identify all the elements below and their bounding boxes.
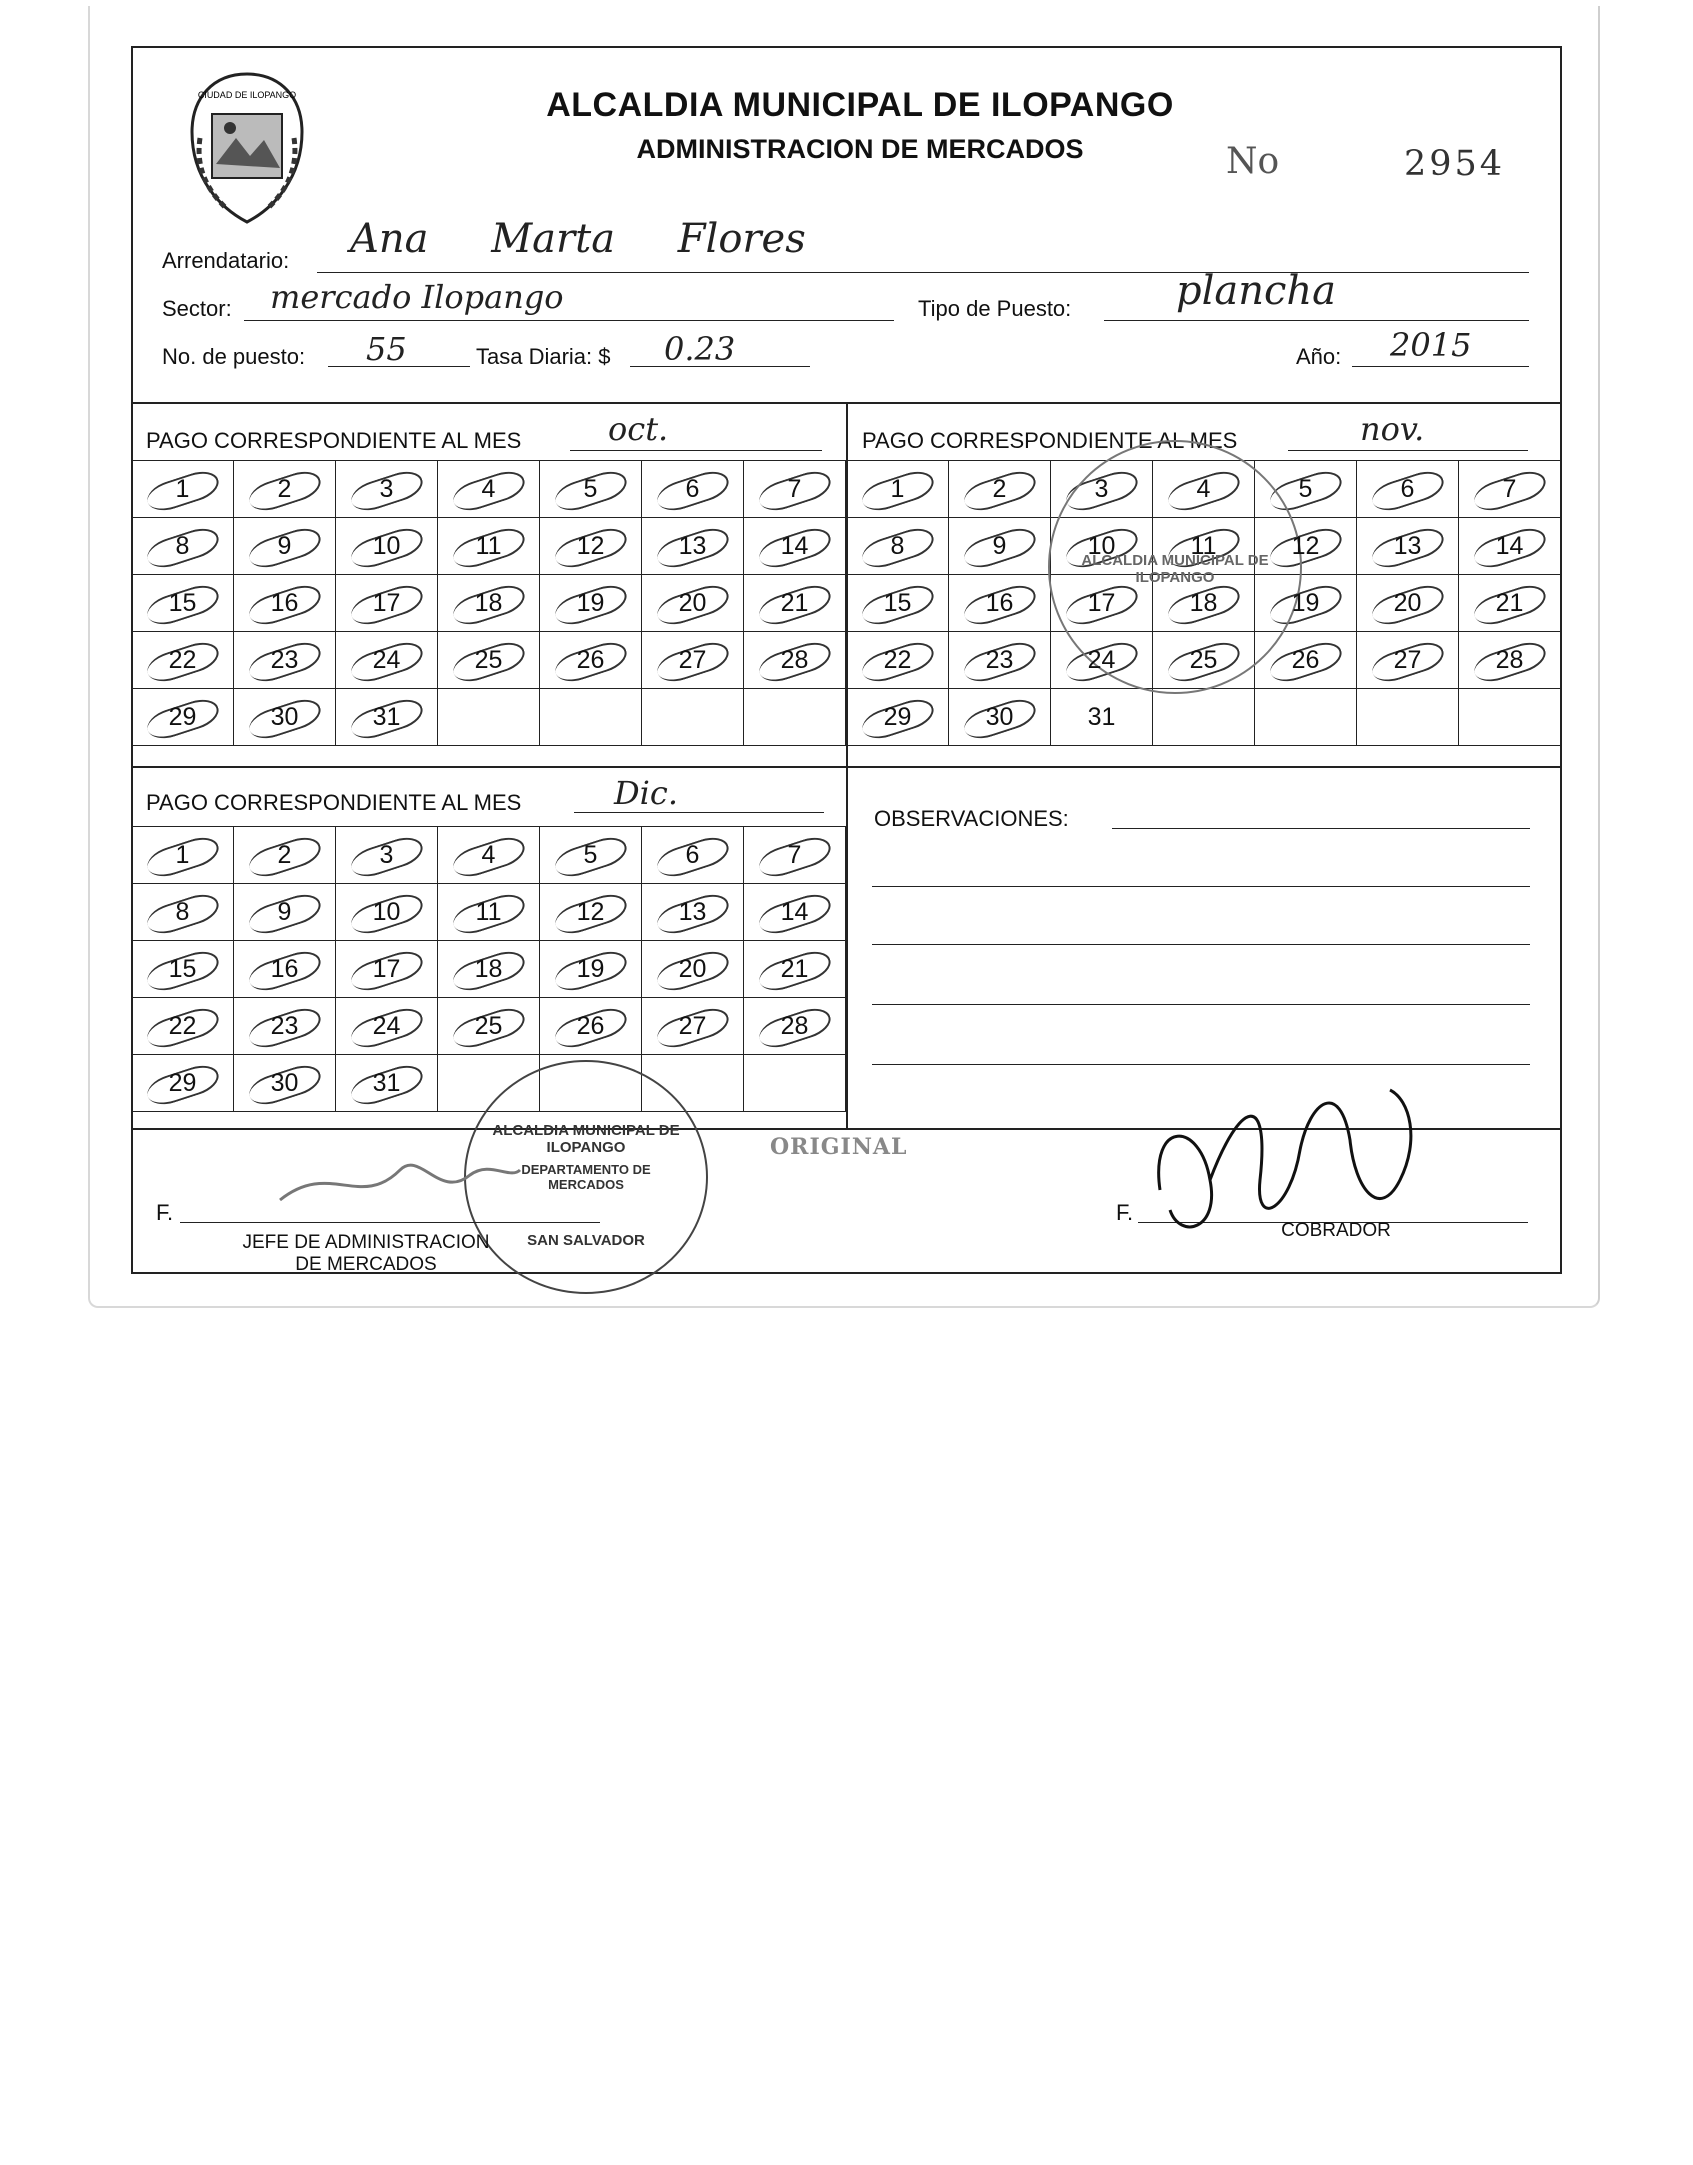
day-number: 21 [780, 588, 809, 617]
day-cell [1357, 575, 1459, 632]
tasa-label: Tasa Diaria: $ [476, 344, 611, 369]
day-cell [234, 518, 336, 575]
sector-line [244, 320, 894, 321]
grid-row [132, 941, 846, 998]
observaciones-label: OBSERVACIONES: [874, 806, 1069, 831]
day-cell [744, 884, 846, 941]
day-number: 19 [576, 588, 605, 617]
day-cell [1357, 632, 1459, 689]
day-number: 2 [992, 474, 1007, 503]
day-number: 20 [678, 588, 707, 617]
day-number: 13 [1393, 531, 1422, 560]
day-cell [336, 884, 438, 941]
day-cell [744, 518, 846, 575]
day-cell [744, 1055, 846, 1112]
day-number: 23 [985, 645, 1014, 674]
day-cell [540, 941, 642, 998]
day-number: 14 [780, 897, 809, 926]
receipt-number: 2954 [1404, 144, 1506, 184]
day-number: 29 [168, 702, 197, 731]
day-number: 25 [474, 1011, 503, 1040]
day-number: 3 [1094, 474, 1109, 503]
day-number: 16 [270, 588, 299, 617]
observaciones-line-2 [872, 944, 1530, 945]
day-number: 18 [474, 588, 503, 617]
day-cell [336, 632, 438, 689]
cobrador-sign-label: COBRADOR [1281, 1220, 1391, 1241]
day-cell [744, 941, 846, 998]
day-number: 31 [372, 702, 401, 731]
day-number: 11 [475, 897, 502, 926]
day-cell [1459, 518, 1561, 575]
puesto-label: No. de puesto: [162, 344, 306, 369]
day-cell [1357, 461, 1459, 518]
day-number: 10 [372, 897, 401, 926]
day-cell [336, 689, 438, 746]
day-cell [744, 998, 846, 1055]
day-cell [438, 941, 540, 998]
day-cell [132, 689, 234, 746]
day-number: 21 [780, 954, 809, 983]
month-nov-value: nov. [1360, 410, 1425, 448]
day-number: 10 [372, 531, 401, 560]
day-cell [438, 998, 540, 1055]
sector-label: Sector: [162, 296, 232, 321]
day-number: 9 [992, 531, 1007, 560]
day-cell [1357, 689, 1459, 746]
day-cell [234, 827, 336, 884]
day-cell [642, 941, 744, 998]
day-number: 6 [1400, 474, 1415, 503]
day-cell [132, 941, 234, 998]
day-number: 5 [583, 474, 598, 503]
day-cell [1459, 689, 1561, 746]
month-oct-value: oct. [608, 410, 669, 448]
day-number: 3 [379, 474, 394, 503]
arrendatario-line [317, 272, 1529, 273]
month-dic-grid [131, 826, 846, 1112]
day-number: 2 [277, 840, 292, 869]
day-cell [336, 998, 438, 1055]
day-cell [336, 941, 438, 998]
day-cell [438, 632, 540, 689]
day-number: 25 [474, 645, 503, 674]
day-cell [336, 1055, 438, 1112]
day-cell [744, 632, 846, 689]
day-cell [642, 518, 744, 575]
observaciones-line-0 [1112, 828, 1530, 829]
day-number: 19 [1291, 588, 1320, 617]
day-number: 22 [168, 1011, 197, 1040]
day-number: 26 [576, 645, 605, 674]
day-cell [1459, 461, 1561, 518]
day-number: 8 [175, 531, 190, 560]
day-cell [132, 998, 234, 1055]
day-cell [336, 518, 438, 575]
day-number: 17 [372, 588, 401, 617]
day-cell [1459, 632, 1561, 689]
svg-text:CIUDAD DE ILOPANGO: CIUDAD DE ILOPANGO [197, 90, 297, 100]
arrendatario-label: Arrendatario: [162, 248, 290, 273]
grid-row [132, 575, 846, 632]
day-cell [234, 941, 336, 998]
grid-row [132, 461, 846, 518]
top-stamp: ALCALDIA MUNICIPAL DE ILOPANGO [1048, 440, 1302, 694]
day-number: 17 [1087, 588, 1116, 617]
day-cell [1051, 689, 1153, 746]
day-number: 4 [1196, 474, 1211, 503]
day-number: 18 [1189, 588, 1218, 617]
day-cell [540, 827, 642, 884]
month-nov-title: PAGO CORRESPONDIENTE AL MES [862, 428, 1238, 453]
day-number: 9 [277, 531, 292, 560]
day-number: 20 [1393, 588, 1422, 617]
day-number: 3 [379, 840, 394, 869]
day-number: 27 [678, 1011, 707, 1040]
day-number: 7 [787, 840, 802, 869]
grid-row [132, 884, 846, 941]
day-number: 11 [475, 531, 502, 560]
municipal-seal-icon [186, 68, 308, 228]
day-cell [336, 575, 438, 632]
day-cell [1153, 689, 1255, 746]
day-cell [132, 884, 234, 941]
day-cell [847, 518, 949, 575]
day-number: 28 [1495, 645, 1524, 674]
page-title: ALCALDIA MUNICIPAL DE ILOPANGO [546, 86, 1174, 124]
day-number: 13 [678, 897, 707, 926]
day-cell [540, 518, 642, 575]
day-number: 26 [1291, 645, 1320, 674]
day-number: 19 [576, 954, 605, 983]
day-number: 25 [1189, 645, 1218, 674]
day-number: 14 [1495, 531, 1524, 560]
day-number: 16 [985, 588, 1014, 617]
day-cell [642, 827, 744, 884]
day-number: 18 [474, 954, 503, 983]
grid-row [132, 827, 846, 884]
day-cell [744, 461, 846, 518]
day-cell [744, 689, 846, 746]
page-subtitle: ADMINISTRACION DE MERCADOS [636, 134, 1084, 164]
day-number: 12 [576, 531, 605, 560]
day-cell [540, 575, 642, 632]
day-number: 31 [372, 1068, 401, 1097]
day-cell [132, 827, 234, 884]
day-number: 28 [780, 645, 809, 674]
day-cell [642, 632, 744, 689]
day-cell [949, 518, 1051, 575]
day-cell [540, 998, 642, 1055]
day-number: 22 [883, 645, 912, 674]
day-number: 1 [175, 474, 190, 503]
day-cell [744, 827, 846, 884]
day-cell [847, 689, 949, 746]
tipo-puesto-value: plancha [1176, 268, 1337, 314]
day-cell [949, 689, 1051, 746]
day-cell [847, 575, 949, 632]
jefe-sign-label-1: JEFE DE ADMINISTRACION [242, 1232, 490, 1253]
grid-row [132, 632, 846, 689]
day-number: 29 [883, 702, 912, 731]
day-cell [234, 1055, 336, 1112]
sector-value: mercado Ilopango [270, 278, 564, 316]
day-cell [132, 461, 234, 518]
day-number: 9 [277, 897, 292, 926]
anio-line [1352, 366, 1529, 367]
day-cell [438, 461, 540, 518]
day-number: 24 [1087, 645, 1116, 674]
tipo-puesto-label: Tipo de Puesto: [918, 296, 1072, 321]
day-number: 8 [175, 897, 190, 926]
day-cell [1357, 518, 1459, 575]
day-cell [642, 998, 744, 1055]
day-number: 21 [1495, 588, 1524, 617]
day-cell [438, 575, 540, 632]
day-cell [234, 461, 336, 518]
arrendatario-value: Ana Marta Flores [350, 216, 806, 262]
day-number: 30 [985, 702, 1014, 731]
day-number: 23 [270, 1011, 299, 1040]
day-cell [132, 632, 234, 689]
tipo-puesto-line [1104, 320, 1529, 321]
day-cell [642, 884, 744, 941]
day-number: 11 [1190, 531, 1217, 560]
day-number: 26 [576, 1011, 605, 1040]
grid-row [132, 689, 846, 746]
day-cell [132, 575, 234, 632]
day-cell [438, 884, 540, 941]
day-number: 22 [168, 645, 197, 674]
anio-value: 2015 [1390, 326, 1472, 364]
day-cell [642, 575, 744, 632]
day-cell [847, 632, 949, 689]
day-number: 30 [270, 702, 299, 731]
day-number: 15 [883, 588, 912, 617]
day-number: 10 [1087, 531, 1116, 560]
grid-row [132, 1055, 846, 1112]
tasa-value: 0.23 [664, 330, 736, 368]
grid-row [847, 689, 1561, 746]
month-dic-title: PAGO CORRESPONDIENTE AL MES [146, 790, 522, 815]
day-cell [438, 518, 540, 575]
day-number: 15 [168, 588, 197, 617]
grid-row [132, 518, 846, 575]
day-cell [540, 461, 642, 518]
receipt-number-label: No [1226, 141, 1280, 182]
day-cell [438, 827, 540, 884]
day-number: 23 [270, 645, 299, 674]
day-number: 4 [481, 840, 496, 869]
day-cell [1255, 689, 1357, 746]
jefe-sign-label-2: DE MERCADOS [295, 1254, 437, 1275]
day-cell [949, 575, 1051, 632]
divider-middle-bottom [846, 766, 848, 1128]
day-cell [744, 575, 846, 632]
jefe-sign-line [180, 1222, 600, 1223]
day-number: 29 [168, 1068, 197, 1097]
day-number: 17 [372, 954, 401, 983]
observaciones-line-1 [872, 886, 1530, 887]
month-oct-grid [131, 460, 846, 746]
day-cell [1459, 575, 1561, 632]
day-number: 6 [685, 474, 700, 503]
day-number: 1 [175, 840, 190, 869]
day-number: 5 [1298, 474, 1313, 503]
day-cell [540, 884, 642, 941]
day-number: 2 [277, 474, 292, 503]
month-nov-line [1288, 450, 1528, 451]
day-cell [336, 827, 438, 884]
anio-label: Año: [1296, 344, 1342, 369]
month-oct-line [570, 450, 822, 451]
day-cell [540, 632, 642, 689]
day-number: 24 [372, 645, 401, 674]
day-cell [642, 689, 744, 746]
day-number: 1 [890, 474, 905, 503]
month-dic-value: Dic. [614, 774, 678, 812]
day-number: 13 [678, 531, 707, 560]
day-cell [847, 461, 949, 518]
day-number: 15 [168, 954, 197, 983]
day-number: 7 [1502, 474, 1517, 503]
day-cell [132, 518, 234, 575]
day-number: 12 [1291, 531, 1320, 560]
day-number: 6 [685, 840, 700, 869]
day-cell [234, 632, 336, 689]
day-number: 27 [678, 645, 707, 674]
jefe-signature-icon [270, 1140, 530, 1220]
day-number: 24 [372, 1011, 401, 1040]
month-oct-title: PAGO CORRESPONDIENTE AL MES [146, 428, 522, 453]
grid-row [132, 998, 846, 1055]
month-nov-grid [846, 460, 1561, 746]
day-cell [949, 632, 1051, 689]
day-number: 30 [270, 1068, 299, 1097]
puesto-value: 55 [366, 330, 407, 368]
day-number: 27 [1393, 645, 1422, 674]
original-label: ORIGINAL [770, 1134, 908, 1160]
month-dic-line [574, 812, 824, 813]
day-number: 20 [678, 954, 707, 983]
day-cell [642, 461, 744, 518]
day-number: 4 [481, 474, 496, 503]
day-cell [438, 689, 540, 746]
day-number: 7 [787, 474, 802, 503]
day-cell [132, 1055, 234, 1112]
day-number: 8 [890, 531, 905, 560]
day-cell [234, 575, 336, 632]
observaciones-line-3 [872, 1004, 1530, 1005]
day-number: 5 [583, 840, 598, 869]
day-cell [949, 461, 1051, 518]
day-cell [234, 998, 336, 1055]
day-number: 12 [576, 897, 605, 926]
day-number: 16 [270, 954, 299, 983]
bottom-stamp: ALCALDIA MUNICIPAL DE ILOPANGO DEPARTAMENTO DE MERCADOS SAN SALVADOR [464, 1060, 708, 1294]
day-cell [336, 461, 438, 518]
day-cell [234, 884, 336, 941]
jefe-sign-prefix: F. [156, 1200, 174, 1225]
day-cell [540, 689, 642, 746]
day-number: 31 [1087, 702, 1116, 731]
cobrador-sign-prefix: F. [1116, 1200, 1134, 1225]
day-number: 14 [780, 531, 809, 560]
day-number: 28 [780, 1011, 809, 1040]
day-cell [234, 689, 336, 746]
